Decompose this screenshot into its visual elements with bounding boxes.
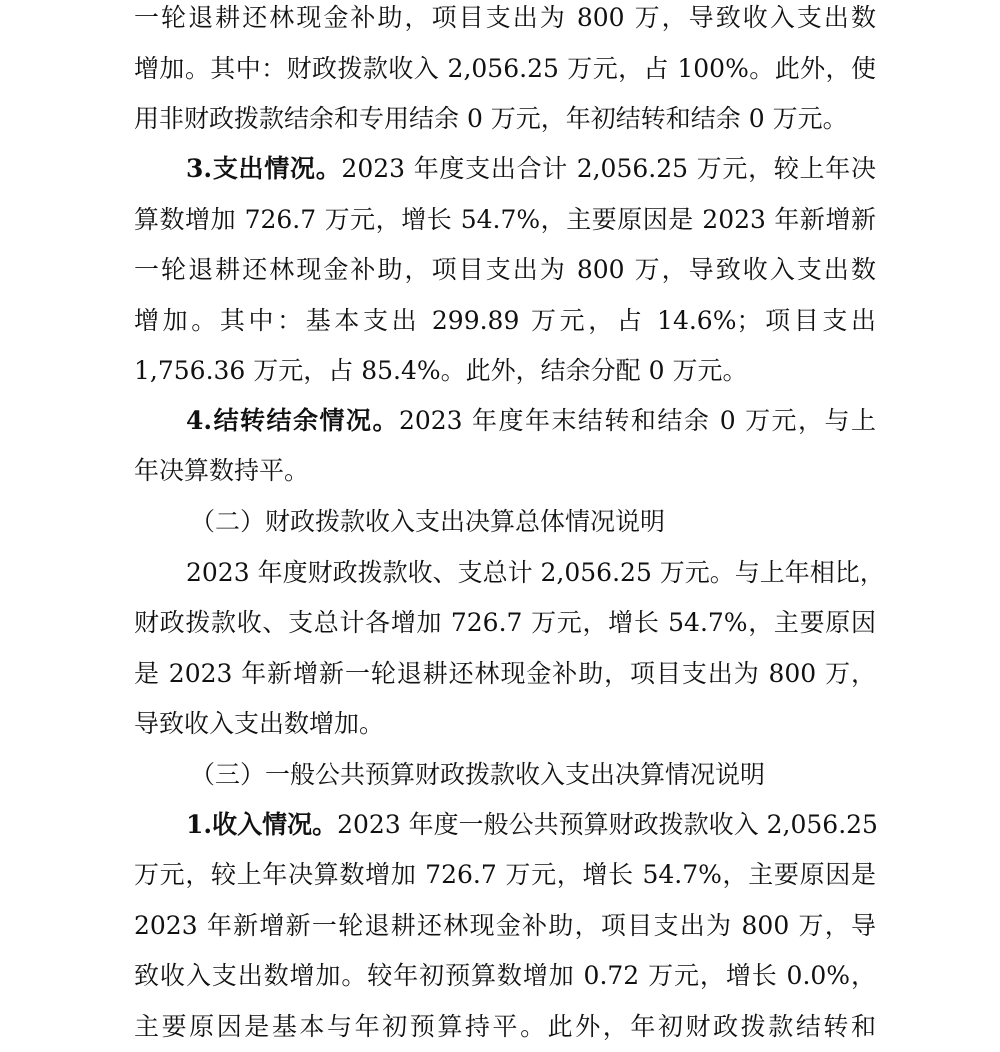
paragraph-line: 2023 年度财政拨款收、支总计 2,056.25 万元。与上年相比， xyxy=(186,558,885,587)
subsection-heading: （二）财政拨款收入支出决算总体情况说明 xyxy=(190,507,666,536)
section-label: 1.收入情况。 xyxy=(186,810,338,839)
section-heading-carryover: 4.结转结余情况。2023 年度年末结转和结余 0 万元，与上 xyxy=(186,406,877,435)
paragraph-line: 主要原因是基本与年初预算持平。此外，年初财政拨款结转和 xyxy=(134,1012,876,1041)
paragraph-line: 导致收入支出数增加。 xyxy=(134,709,385,738)
paragraph-line: 增加。其中：基本支出 299.89 万元，占 14.6%；项目支出 xyxy=(134,306,876,335)
section-label: 3.支出情况。 xyxy=(186,154,342,183)
paragraph-line: 年决算数持平。 xyxy=(134,456,310,485)
section-heading-expenditure: 3.支出情况。2023 年度支出合计 2,056.25 万元，较上年决 xyxy=(186,154,876,183)
paragraph-line: 万元，较上年决算数增加 726.7 万元，增长 54.7%，主要原因是 xyxy=(134,860,876,889)
subsection-heading: （三）一般公共预算财政拨款收入支出决算情况说明 xyxy=(190,760,766,789)
paragraph-line: 2023 年新增新一轮退耕还林现金补助，项目支出为 800 万，导 xyxy=(134,911,876,940)
paragraph-line: 财政拨款收、支总计各增加 726.7 万元，增长 54.7%，主要原因 xyxy=(134,608,876,637)
paragraph-line: 致收入支出数增加。较年初预算数增加 0.72 万元，增长 0.0%， xyxy=(134,961,876,990)
paragraph-line: 用非财政拨款结余和专用结余 0 万元，年初结转和结余 0 万元。 xyxy=(134,104,848,133)
section-heading-income: 1.收入情况。2023 年度一般公共预算财政拨款收入 2,056.25 xyxy=(186,810,878,839)
paragraph-line: 算数增加 726.7 万元，增长 54.7%，主要原因是 2023 年新增新 xyxy=(134,205,876,234)
section-label: 4.结转结余情况。 xyxy=(186,406,399,435)
paragraph-line: 1,756.36 万元，占 85.4%。此外，结余分配 0 万元。 xyxy=(134,356,748,385)
paragraph-line: 是 2023 年新增新一轮退耕还林现金补助，项目支出为 800 万， xyxy=(134,659,876,688)
paragraph-line: 增加。其中：财政拨款收入 2,056.25 万元，占 100%。此外，使 xyxy=(134,54,876,83)
paragraph-line: 一轮退耕还林现金补助，项目支出为 800 万，导致收入支出数 xyxy=(134,3,876,32)
paragraph-line: 一轮退耕还林现金补助，项目支出为 800 万，导致收入支出数 xyxy=(134,255,876,284)
